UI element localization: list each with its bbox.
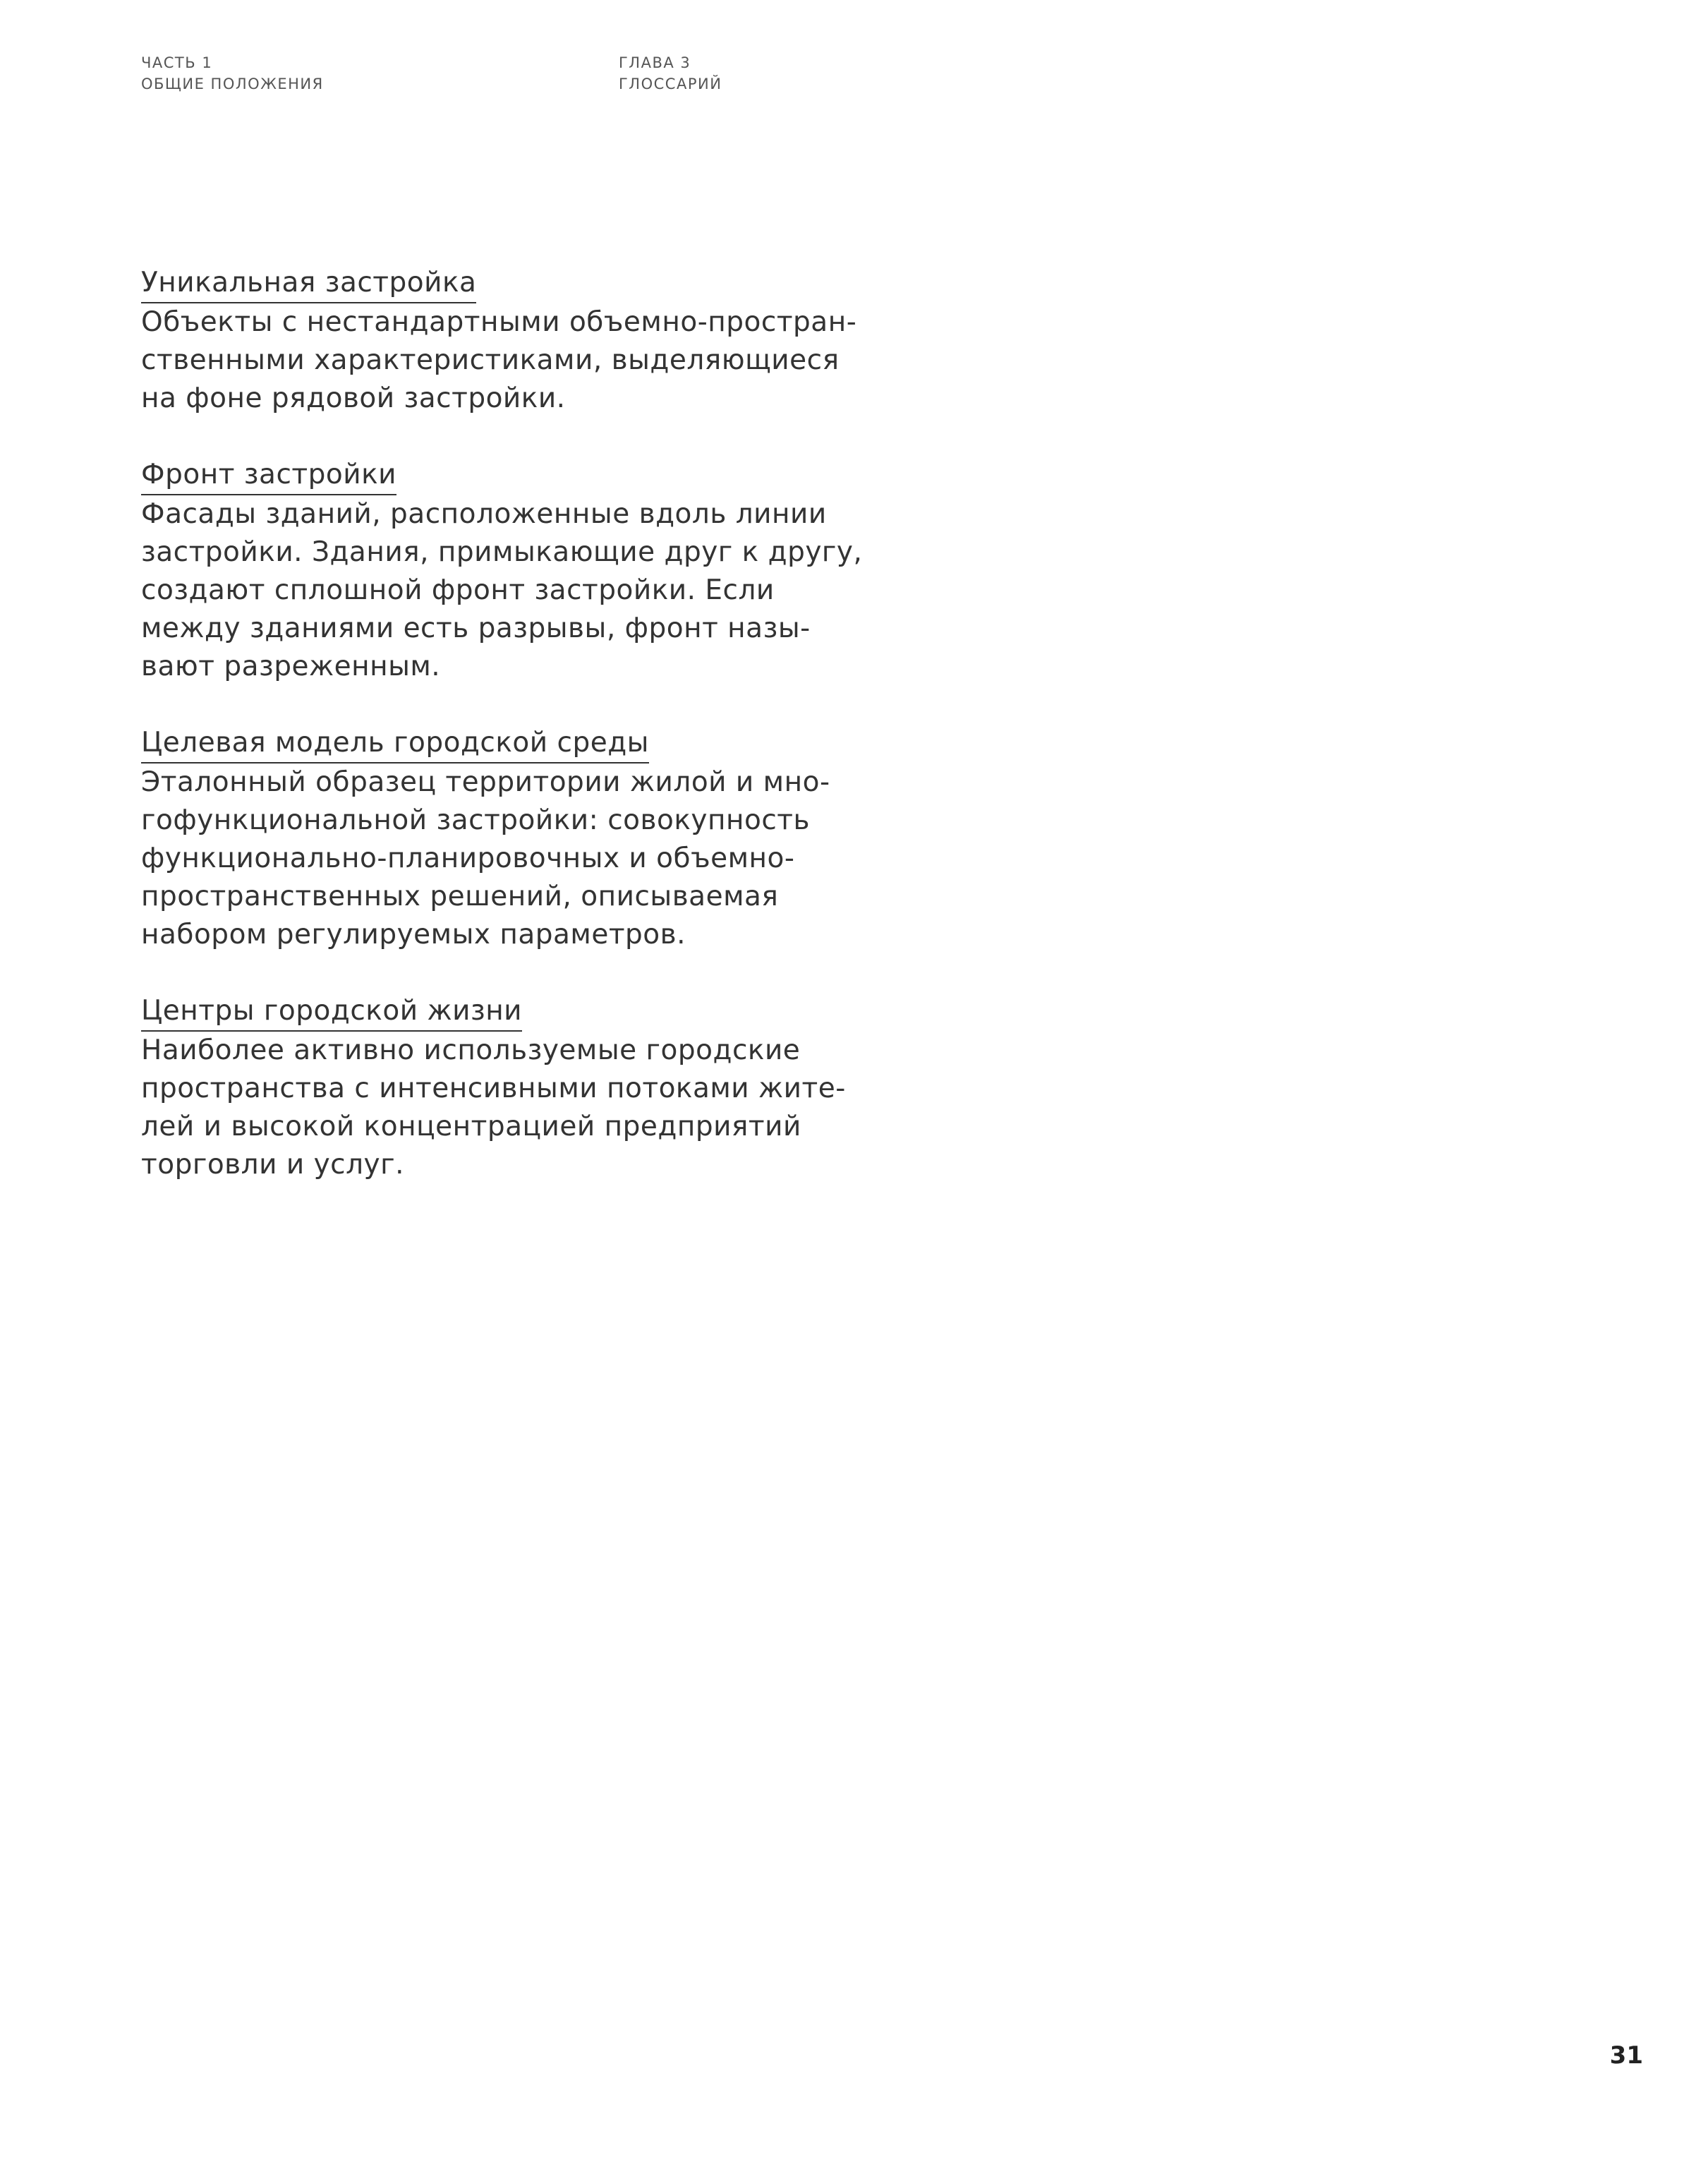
definition-line: Наиболее активно используемые городские <box>141 1034 801 1066</box>
definition-line: создают сплошной фронт застройки. Если <box>141 574 775 606</box>
definition-line: вают разреженным. <box>141 651 441 682</box>
definition-line: набором регулируемых параметров. <box>141 919 686 950</box>
definition-line: гофункциональной застройки: совокупность <box>141 804 810 836</box>
definition-line: Фасады зданий, расположенные вдоль линии <box>141 498 827 530</box>
glossary-term: Центры городской жизни <box>141 992 522 1032</box>
glossary-entry <box>141 264 857 418</box>
definition-line: Эталонный образец территории жилой и мно- <box>141 766 830 798</box>
glossary-definition <box>141 495 863 686</box>
definition-line: пространства с интенсивными потоками жите- <box>141 1073 846 1104</box>
glossary-definition <box>141 763 847 954</box>
header-part-title: ОБЩИЕ ПОЛОЖЕНИЯ <box>141 76 324 92</box>
glossary-entry <box>141 456 863 686</box>
definition-line: между зданиями есть разрывы, фронт назы- <box>141 612 811 644</box>
page-number: 31 <box>1609 2041 1643 2070</box>
definition-line: на фоне рядовой застройки. <box>141 382 566 414</box>
definition-line: торговли и услуг. <box>141 1149 405 1181</box>
definition-line: пространственных решений, описываемая <box>141 881 779 912</box>
header-chapter-title: ГЛОССАРИЙ <box>619 76 722 92</box>
glossary-term: Фронт застройки <box>141 456 396 495</box>
header-part-number: ЧАСТЬ 1 <box>141 54 213 71</box>
glossary-definition <box>141 1032 847 1184</box>
running-header-chapter <box>619 52 722 95</box>
header-chapter-number: ГЛАВА 3 <box>619 54 691 71</box>
definition-line: Объекты с нестандартными объемно-простран- <box>141 306 857 338</box>
definition-line: ственными характеристиками, выделяющиеся <box>141 344 840 376</box>
definition-line: лей и высокой концентрацией предприятий <box>141 1111 801 1142</box>
glossary-list <box>141 264 863 1222</box>
glossary-term: Уникальная застройка <box>141 264 476 303</box>
definition-line: функционально-планировочных и объемно- <box>141 843 795 874</box>
definition-line: застройки. Здания, примыкающие друг к другу, <box>141 536 863 568</box>
glossary-entry <box>141 992 847 1184</box>
glossary-entry <box>141 724 847 954</box>
running-header-part <box>141 52 324 95</box>
glossary-term: Целевая модель городской среды <box>141 724 649 763</box>
glossary-definition <box>141 303 857 418</box>
